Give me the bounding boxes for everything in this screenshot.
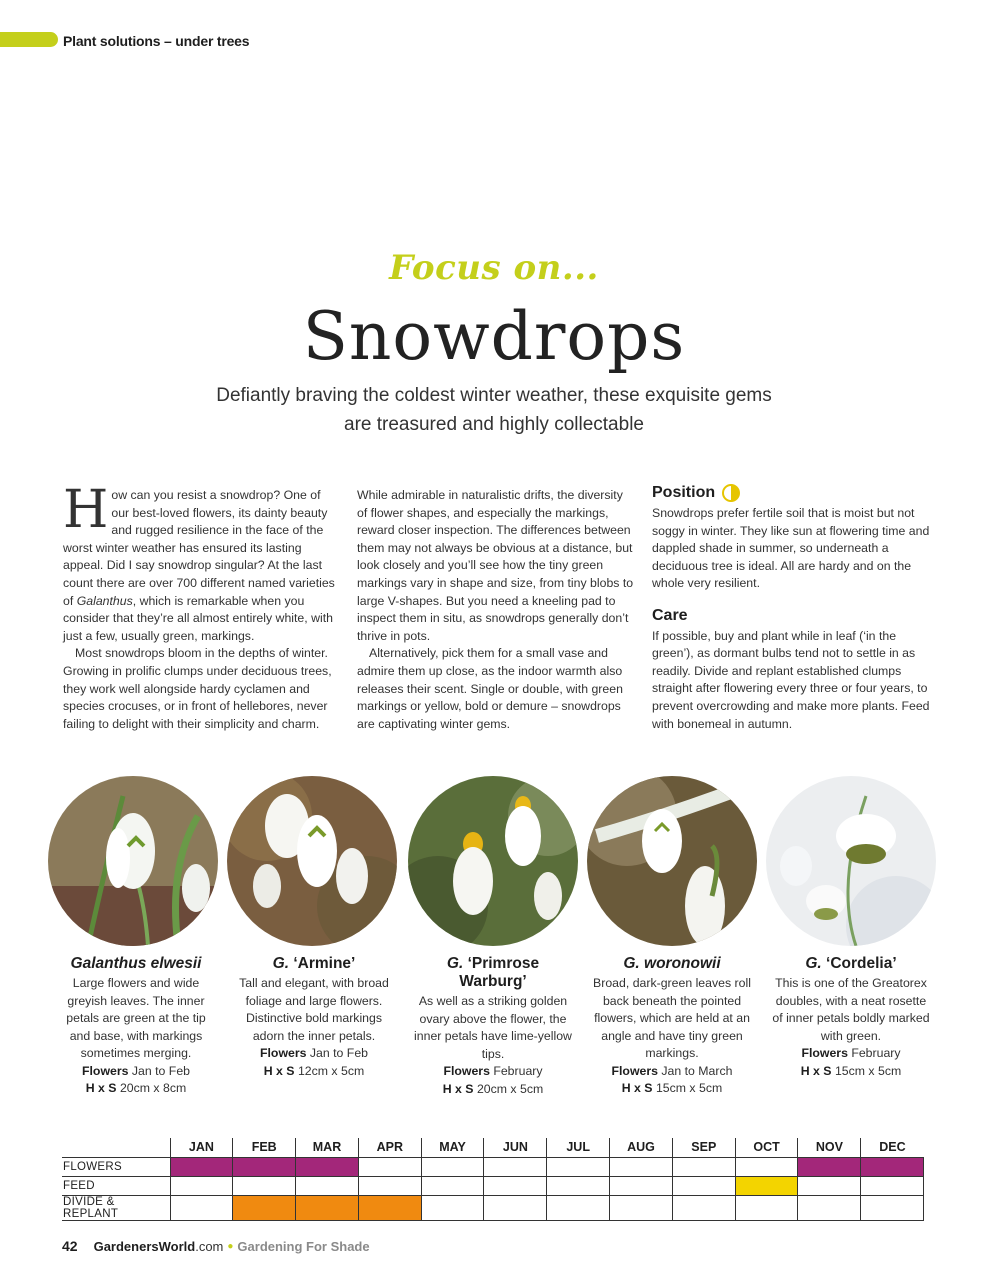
page-footer	[62, 1238, 370, 1254]
month-header: SEP	[672, 1138, 735, 1157]
calendar-cell	[170, 1176, 233, 1195]
plant-flowers: Flowers February	[801, 1046, 901, 1060]
calendar-row-label: DIVIDE & REPLANT	[62, 1195, 170, 1220]
calendar-cell	[421, 1157, 484, 1176]
calendar-cell	[672, 1157, 735, 1176]
position-heading	[652, 484, 930, 502]
care-calendar	[62, 1138, 924, 1221]
plant-description: Tall and elegant, with broad foliage and large flowers. Distinctive bold markings adorn the inner petals.	[239, 976, 389, 1043]
calendar-row	[62, 1157, 924, 1176]
care-heading: Care	[652, 606, 688, 624]
calendar-cell	[484, 1176, 547, 1195]
plant-name: Galanthus elwesii	[70, 955, 202, 972]
body-paragraph-2: Most snowdrops bloom in the depths of winter. Growing in prolific clumps under deciduous trees, they work well alongside hardy cyclamen and species crocuses, or in front of hellebores, never failing to delight with their simplicity and charm.	[63, 646, 332, 731]
standfirst	[150, 381, 838, 439]
plant-size: H x S 20cm x 5cm	[442, 1081, 544, 1096]
plant-flowers: Flowers Jan to Feb	[82, 1063, 190, 1078]
month-header: NOV	[798, 1138, 861, 1157]
plant-card-woronowii	[592, 955, 752, 1098]
month-header: JUL	[547, 1138, 610, 1157]
calendar-cell-active	[296, 1157, 359, 1176]
plant-photo-cordelia	[766, 776, 936, 946]
calendar-cell	[547, 1157, 610, 1176]
month-header: MAR	[296, 1138, 359, 1157]
month-header: AUG	[610, 1138, 673, 1157]
calendar-cell	[798, 1176, 861, 1195]
calendar-cell	[610, 1157, 673, 1176]
calendar-cell	[421, 1176, 484, 1195]
plant-description: As well as a striking golden ovary above the flower, the inner petals have lime-yellow tips.	[414, 994, 572, 1061]
calendar-row	[62, 1176, 924, 1195]
plant-flowers: Flowers Jan to March	[611, 1063, 733, 1078]
month-header: JUN	[484, 1138, 547, 1157]
calendar-cell	[610, 1176, 673, 1195]
plant-photo-armine	[227, 776, 397, 946]
plant-card-armine	[234, 955, 394, 1080]
footer-domain: .com	[195, 1238, 224, 1254]
calendar-cell	[672, 1195, 735, 1220]
bullet-dot-icon: ●	[227, 1240, 234, 1252]
calendar-header-row	[62, 1138, 924, 1157]
calendar-cell	[547, 1176, 610, 1195]
plant-size: H x S 12cm x 5cm	[263, 1063, 365, 1078]
month-header: FEB	[233, 1138, 296, 1157]
plant-size: H x S 15cm x 5cm	[800, 1063, 902, 1078]
calendar-cell	[672, 1176, 735, 1195]
calendar-cell	[610, 1195, 673, 1220]
calendar-cell	[735, 1195, 798, 1220]
body-paragraph-3: While admirable in naturalistic drifts, the diversity of flower shapes, and especially the markings, reward closer inspection. The differences between them may not always be obvious at a distance, but look closely and you’ll see how the tiny green markings vary in shape and size, from tiny blobs to large V-shapes. But you need a kneeling pad to inspect them in situ, as snowdrops generally don’t thrive in pots.	[357, 488, 634, 643]
standfirst-line-2: are treasured and highly collectable	[344, 414, 644, 435]
body-text: , which is remarkable when you consider that they’re all almost entirely white, with just a few, usually green, markings.	[63, 593, 333, 643]
plant-description: This is one of the Greatorex doubles, with a neat rosette of inner petals boldly marked with green.	[772, 976, 930, 1043]
footer-brand: GardenersWorld	[93, 1238, 196, 1254]
plant-photo-primrose-warburg	[408, 776, 578, 946]
calendar-corner	[62, 1138, 170, 1157]
body-paragraph-4: Alternatively, pick them for a small vase and admire them up close, as the indoor warmth also releases their scent. Single or double, with green markings or yellow, bold or demure – snowdrops are captivating winter gems.	[357, 646, 623, 731]
page-title: Snowdrops	[302, 298, 686, 375]
calendar-cell-active	[798, 1157, 861, 1176]
calendar-cell	[358, 1157, 421, 1176]
page-number: 42	[62, 1238, 78, 1254]
calendar-cell-active	[233, 1195, 296, 1220]
calendar-cell-active	[170, 1157, 233, 1176]
body-text: ow can you resist a snowdrop? One of our best-loved flowers, its dainty beauty and rugged resilience in the face of the worst winter weather has ensured its lasting appeal. Did I say snowdrop singular? At the last count there are over 700 different named varieties of	[63, 488, 335, 608]
plant-size: H x S 20cm x 8cm	[85, 1081, 187, 1095]
plant-flowers: Flowers Jan to Feb	[260, 1046, 368, 1060]
plant-name: G. woronowii	[623, 955, 721, 972]
calendar-cell	[484, 1157, 547, 1176]
calendar-cell-active	[358, 1195, 421, 1220]
calendar-row	[62, 1195, 924, 1220]
calendar-cell	[358, 1176, 421, 1195]
plant-description: Large flowers and wide greyish leaves. The inner petals are green at the tip and base, with markings sometimes merging.	[66, 976, 206, 1060]
dropcap: H	[63, 480, 109, 540]
body-paragraph-1	[63, 480, 341, 645]
plant-name: G. ‘Cordelia’	[805, 955, 897, 972]
month-header: JAN	[170, 1138, 233, 1157]
calendar-cell	[861, 1176, 924, 1195]
care-text: If possible, buy and plant while in leaf (‘in the green’), as dormant bulbs tend not to settle in as readily. Divide and replant established clumps straight after flowering every three or four years, to prevent overcrowding and make more plants. Feed with bonemeal in autumn.	[652, 628, 930, 731]
body-column-1	[63, 480, 341, 733]
calendar-row-label: FEED	[62, 1176, 170, 1195]
half-sun-icon	[722, 484, 740, 502]
position-heading-text: Position	[652, 484, 716, 502]
calendar-cell-active	[233, 1157, 296, 1176]
plant-size: H x S 15cm x 5cm	[621, 1081, 723, 1095]
section-tab-marker	[0, 32, 58, 47]
plant-card-primrose-warburg	[413, 955, 573, 1098]
body-column-2	[357, 487, 635, 733]
calendar-cell-active	[861, 1157, 924, 1176]
plant-card-cordelia	[771, 955, 931, 1080]
calendar-cell	[421, 1195, 484, 1220]
plant-photo-woronowii	[587, 776, 757, 946]
calendar-cell-active	[735, 1176, 798, 1195]
calendar-cell	[296, 1176, 359, 1195]
section-label: Plant solutions – under trees	[63, 33, 250, 49]
calendar-cell	[798, 1195, 861, 1220]
month-header: MAY	[421, 1138, 484, 1157]
calendar-cell	[547, 1195, 610, 1220]
plant-flowers: Flowers February	[443, 1064, 543, 1078]
plant-photo-elwesii	[48, 776, 218, 946]
calendar-cell-active	[296, 1195, 359, 1220]
month-header: DEC	[861, 1138, 924, 1157]
calendar-cell	[735, 1157, 798, 1176]
calendar-cell	[484, 1195, 547, 1220]
plant-card-elwesii	[56, 955, 216, 1098]
month-header: OCT	[735, 1138, 798, 1157]
footer-section: Gardening For Shade	[237, 1238, 370, 1254]
body-column-3	[652, 484, 930, 733]
kicker: Focus on...	[389, 248, 599, 288]
position-text: Snowdrops prefer fertile soil that is moist but not soggy in winter. They like sun at flowering time and dappled shade in summer, so underneath a deciduous tree is ideal. All are hardy and on the whole very resilient.	[652, 506, 930, 591]
calendar-cell	[170, 1195, 233, 1220]
calendar-cell	[233, 1176, 296, 1195]
calendar-row-label: FLOWERS	[62, 1157, 170, 1176]
standfirst-line-1: Defiantly braving the coldest winter weather, these exquisite gems	[216, 385, 772, 406]
month-header: APR	[358, 1138, 421, 1157]
genus-name: Galanthus	[76, 593, 133, 608]
plant-name: G. ‘Armine’	[272, 955, 356, 972]
plant-description: Broad, dark-green leaves roll back beneath the pointed flowers, which are held at an angle and have tiny green markings.	[593, 976, 751, 1060]
calendar-cell	[861, 1195, 924, 1220]
plant-name: G. ‘Primrose Warburg’	[446, 955, 540, 990]
